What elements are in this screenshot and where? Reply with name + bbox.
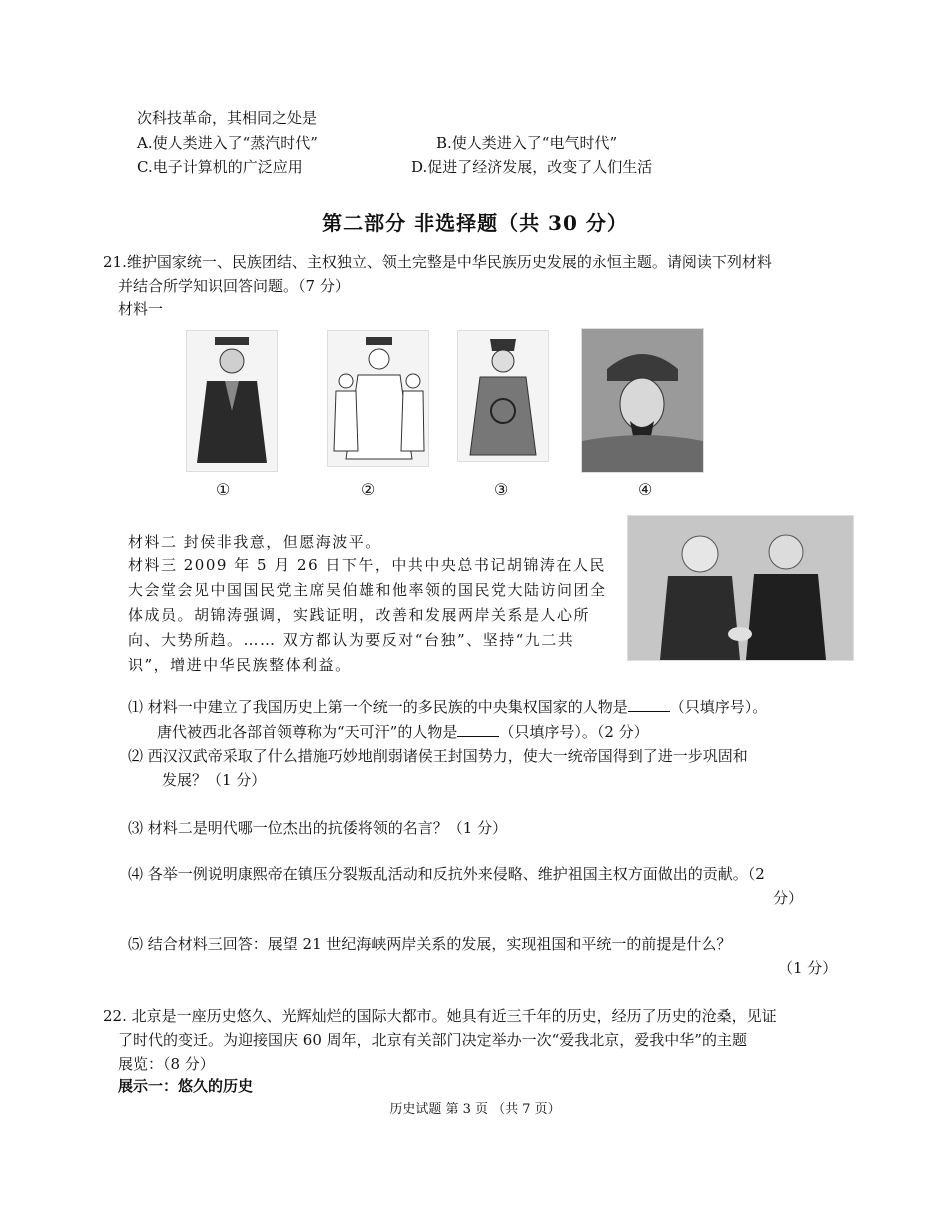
- q20-option-d: D.促进了经济发展，改变了人们生活: [411, 158, 653, 176]
- portrait-han-emperor: [327, 330, 429, 467]
- q22-show1-heading: 展示一：悠久的历史: [118, 1077, 254, 1095]
- q21-sub2-line2: 发展？（1 分）: [162, 771, 267, 789]
- q20-option-a: A.使人类进入了“蒸汽时代”: [137, 134, 318, 152]
- caption-3: ③: [494, 480, 509, 499]
- q21-sub5-line2: （1 分）: [778, 959, 838, 977]
- q21-sub2-line1: ⑵ 西汉汉武帝采取了什么措施巧妙地削弱诸侯王封国势力，使大一统帝国得到了进一步巩固和: [128, 747, 748, 765]
- q22-line1: 22. 北京是一座历史悠久、光辉灿烂的国际大都市。她具有近三千年的历史，经历了历史的沧桑，见证: [103, 1007, 777, 1025]
- q21-sub3: ⑶ 材料二是明代哪一位杰出的抗倭将领的名言？（1 分）: [128, 819, 508, 837]
- caption-1: ①: [216, 480, 231, 499]
- emperor-with-attendants-icon: [328, 331, 428, 466]
- q21-sub1-text: ⑴ 材料一中建立了我国历史上第一个统一的多民族的中央集权国家的人物是: [128, 698, 628, 716]
- q21-sub1b-text: 唐代被西北各部首领尊称为“天可汗”的人物是: [157, 723, 458, 741]
- q21-sub1b-suffix: （只填序号）。（2 分）: [499, 723, 649, 741]
- handshake-photo-icon: [628, 516, 853, 660]
- q21-intro-line2: 并结合所学知识回答问题。（7 分）: [118, 277, 350, 295]
- q20-option-c: C.电子计算机的广泛应用: [137, 158, 303, 176]
- caption-2: ②: [361, 480, 376, 499]
- portrait-tang-taizong: [457, 330, 549, 462]
- answer-blank-2[interactable]: [457, 722, 499, 737]
- material3-text: 材料三 2009 年 5 月 26 日下午，中共中央总书记胡锦涛在人民大会堂会见中国国民党主席吴伯雄和他率领的国民党大陆访问团全体成员。胡锦涛强调，实践证明，改善和发展两岸关系是人心所向、大势所趋。…… 双方都认为要反对“台独”、坚持“九二共识”，增进中华民族整体利益。: [128, 556, 607, 674]
- q21-sub4-line2: 分）: [773, 889, 804, 907]
- caption-4: ④: [638, 480, 653, 499]
- q22-line2: 了时代的变迁。为迎接国庆 60 周年，北京有关部门决定举办一次“爱我北京，爱我中华”的主题: [118, 1031, 747, 1049]
- portrait-kangxi: [581, 328, 704, 473]
- photo-handshake: [627, 515, 854, 661]
- q21-sub4-line1: ⑷ 各举一例说明康熙帝在镇压分裂叛乱活动和反抗外来侵略、维护祖国主权方面做出的贡献。（2: [128, 865, 765, 883]
- q21-sub1-line2: [157, 722, 649, 742]
- q21-sub1-line1: [128, 697, 767, 717]
- qing-emperor-icon: [582, 329, 703, 472]
- part2-title: 第二部分 非选择题（共 30 分）: [322, 211, 628, 235]
- q20-stem-tail: 次科技革命，其相同之处是: [137, 109, 318, 127]
- emperor-figure-icon: [187, 331, 277, 471]
- answer-blank-1[interactable]: [628, 697, 670, 712]
- material2-text: 材料二 封侯非我意，但愿海波平。: [128, 533, 382, 551]
- q22-line3: 展览：（8 分）: [118, 1055, 215, 1073]
- q21-sub5-line1: ⑸ 结合材料三回答：展望 21 世纪海峡两岸关系的发展，实现祖国和平统一的前提是什么？: [128, 935, 732, 953]
- portrait-qin-shihuang: [186, 330, 278, 472]
- emperor-robe-icon: [458, 331, 548, 461]
- page-footer: 历史试题 第 3 页 （共 7 页）: [389, 1102, 561, 1117]
- q20-option-b: B.使人类进入了“电气时代”: [436, 134, 618, 152]
- q21-sub1-suffix: （只填序号）。: [669, 698, 768, 716]
- material1-label: 材料一: [118, 300, 164, 318]
- q21-intro-line1: 21.维护国家统一、民族团结、主权独立、领土完整是中华民族历史发展的永恒主题。请阅读下列材料: [103, 253, 772, 271]
